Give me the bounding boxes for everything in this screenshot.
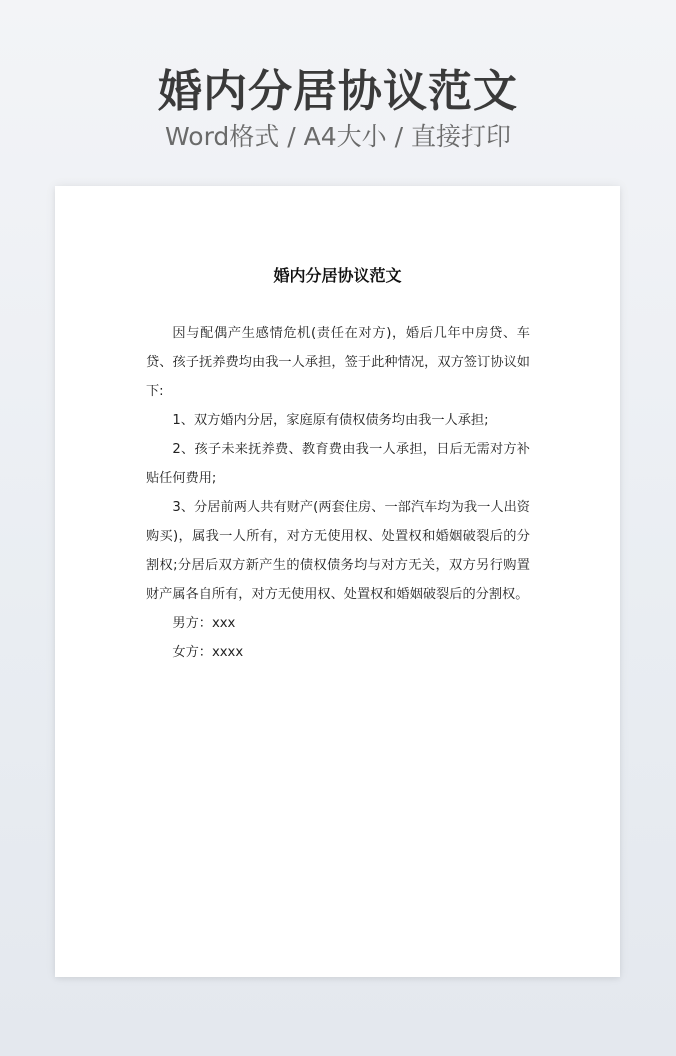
banner-subtitle: Word格式 / A4大小 / 直接打印: [165, 122, 511, 151]
intro-paragraph: 因与配偶产生感情危机(责任在对方)，婚后几年中房贷、车贷、孩子抚养费均由我一人承担，签于此种情况，双方签订协议如下:: [146, 326, 530, 399]
banner-title: 婚内分居协议范文: [158, 66, 518, 117]
clause-1: 1、双方婚内分居，家庭原有债权债务均由我一人承担;: [172, 413, 489, 428]
document-body: [146, 319, 530, 667]
clause-3: 3、分居前两人共有财产(两套住房、一部汽车均为我一人出资购买)，属我一人所有，对方无使用权、处置权和婚姻破裂后的分割权;分居后双方新产生的债权债务均与对方无关，双方另行购置财产属各自所有，对方无使用权、处置权和婚姻破裂后的分割权。: [146, 500, 530, 602]
document-title: 婚内分居协议范文: [273, 266, 402, 285]
document-page: [55, 186, 620, 977]
signature-female: 女方：xxxx: [172, 645, 244, 660]
signature-male: 男方：xxx: [172, 616, 236, 631]
clause-2: 2、孩子未来抚养费、教育费由我一人承担，日后无需对方补贴任何费用;: [146, 442, 530, 486]
